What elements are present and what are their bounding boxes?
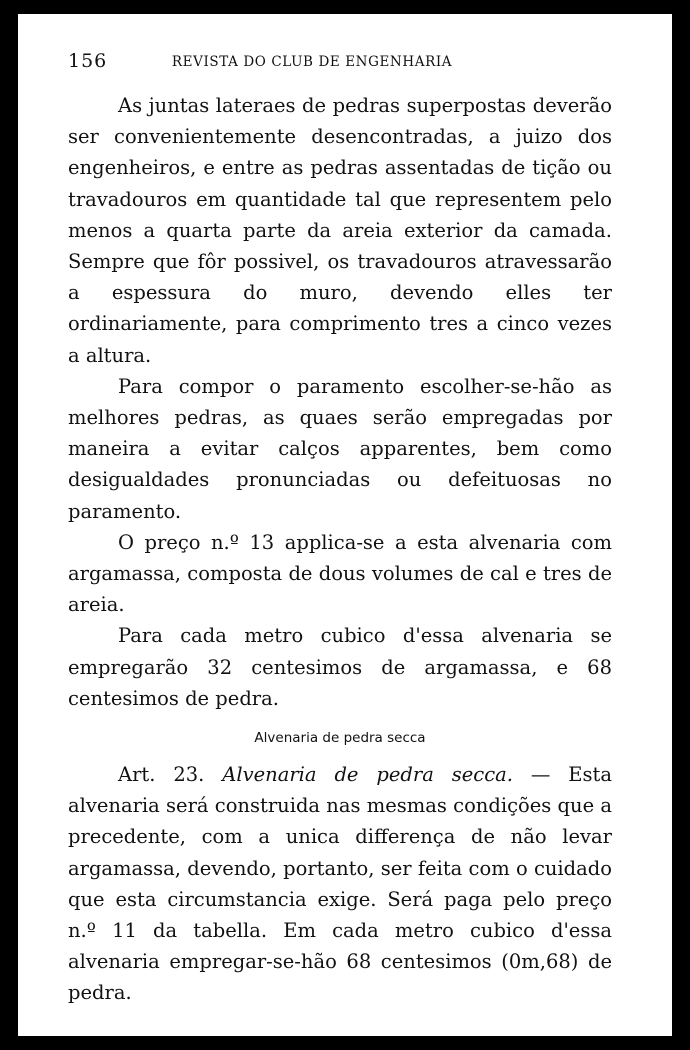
article-23-paragraph [68,759,612,1009]
paragraph-price-13: O preço n.º 13 applica-se a esta alvenaria com argamassa, composta de dous volumes de cal e tres de areia. [68,530,612,617]
page-header [68,50,628,74]
article-title: Alvenaria de pedra secca. [222,763,513,787]
section-heading: Alvenaria de pedra secca [254,730,426,747]
paragraph-mortar-ratio: Para cada metro cubico d'essa alvenaria se empregarão 32 centesimos de argamassa, e 68 centesimos de pedra. [68,624,612,710]
book-page [18,14,672,1036]
article-label: Art. 23. [118,763,205,787]
page-body [68,90,612,1009]
article-text: — Esta alvenaria será construida nas mesmas condições que a precedente, com a unica differença de não levar argamassa, devendo, portanto, ser feita com o cuidado que esta circumstancia exige. Será paga pelo preço n.º 11 da tabella. Em cada metro cubico d'essa alvenaria empregar-se-hão 68 centesimos (0m,68) de pedra. [68,763,613,1005]
running-title: REVISTA DO CLUB DE ENGENHARIA [171,54,453,70]
paragraph-facing: Para compor o paramento escolher-se-hão as melhores pedras, as quaes serão empregadas por maneira a evitar calços apparentes, bem como desigualdades pronunciadas ou defeituosas no paramento. [68,374,612,523]
paragraph-joints: As juntas lateraes de pedras superpostas deverão ser convenientemente desencontradas, a juizo dos engenheiros, e entre as pedras assentadas de tição ou travadouros em quantidade tal que representem pelo menos a quarta parte da areia exterior da camada. Sempre que fôr possivel, os travadouros atravessarão a espessura do muro, devendo elles ter ordinariamente, para comprimento tres a cinco vezes a altura. [68,94,612,367]
page-number: 156 [68,50,108,72]
